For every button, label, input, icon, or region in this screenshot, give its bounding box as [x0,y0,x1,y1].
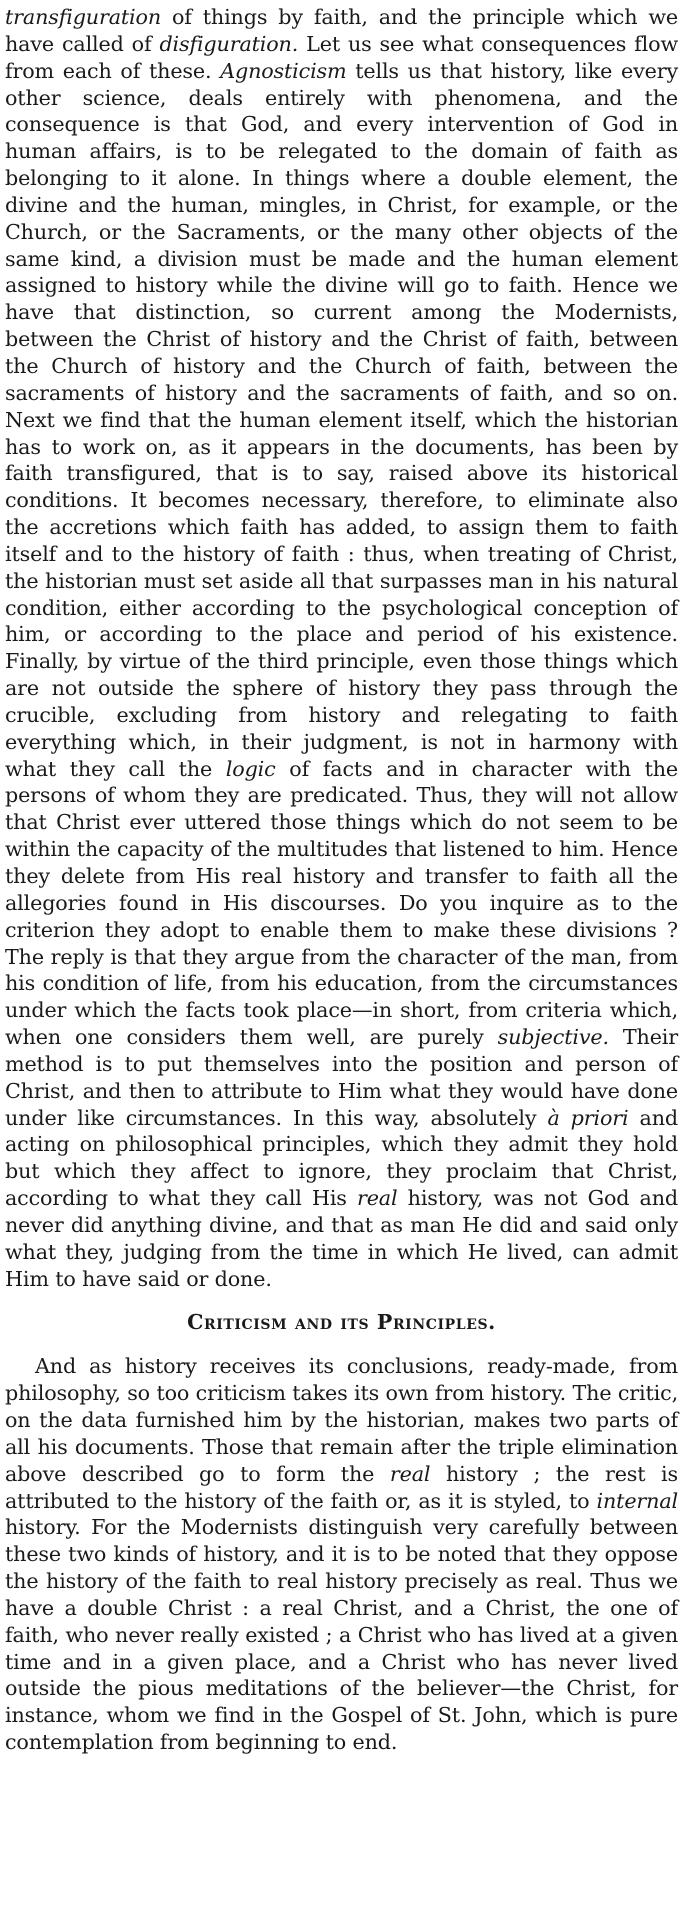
paragraph-text: history. For the Modernists distinguish very carefully between these two kinds of history, and it is to be noted that they oppose the history of the faith to real history precisely as real. Thus we have a double Christ : a real Christ, and a Christ, the one of faith, who never really existed ; a Christ who has lived at a given time and in a given place, and a Christ who has never lived outside the pious meditations of the believer—the Christ, for instance, whom we find in the Gospel of St. John, which is pure contemplation from beginning to end. [5,1515,678,1755]
italic-term: real [389,1461,431,1486]
italic-term: disfiguration. [159,31,299,56]
paragraph-text: of facts and in character with the persons of whom they are predicated. Thus, they will not allow that Christ ever uttered those things which do not seem to be within the capacity of the multitudes that listened to him. Hence they delete from His real history and transfer to faith all the allegories found in His discourses. Do you inquire as to the criterion they adopt to enable them to make these divisions ? The reply is that they argue from the character of the man, from his condition of life, from his education, from the circumstances under which the facts took place—in short, from criteria which, when one considers them well, are purely [5,756,678,1050]
paragraph-text: tells us that history, like every other science, deals entirely with phenomena, and the consequence is that God, and every intervention of God in human affairs, is to be relegated to the domain of faith as belonging to it alone. In things where a double element, the divine and the human, mingles, in Christ, for example, or the Church, or the Sacraments, or the many other objects of the same kind, a division must be made and the human element assigned to history while the divine will go to faith. Hence we have that distinction, so current among the Modernists, between the Christ of history and the Christ of faith, between the Church of history and the Church of faith, between the sacraments of history and the sacraments of faith, and so on. Next we find that the human element itself, which the historian has to work on, as it appears in the documents, has been by faith transfigured, that is to say, raised above its historical conditions. It becomes necessary, therefore, to eliminate also the accretions which faith has added, to assign them to faith itself and to the history of faith : thus, when treating of Christ, the historian must set aside all that surpasses man in his natural condition, either according to the psychological conception of him, or according to the place and period of his existence. Finally, by virtue of the third principle, even those things which are not outside the sphere of history they pass through the crucible, excluding from history and relegating to faith everything which, in their judgment, is not in harmony with what they call the [5,58,678,781]
italic-term: Agnosticism [220,58,347,83]
paragraph-text: And as history receives its conclusions, ready-made, from philosophy, so too criticism takes its own from history. The critic, on the data furnished him by the historian, makes two parts of all his documents. Those that remain after the triple elimination above described go to form the [5,1354,678,1486]
italic-term: logic [225,756,276,781]
paragraph-text: of things by faith, and the principle which we have called of [5,5,678,56]
body-paragraph-1 [5,4,678,1293]
italic-term: subjective. [497,1025,609,1050]
italic-term: real [356,1186,398,1211]
paragraph-text: Let us see what consequences flow from each of these. [5,31,678,83]
italic-term: internal [596,1488,678,1513]
italic-term: transfiguration [5,5,161,29]
italic-term: à priori [547,1105,629,1130]
paragraph-text: history, was not God and never did anything divine, and that as man He did and said only what they, judging from the time in which He lived, can admit Him to have said or done. [5,1186,679,1291]
body-paragraph-2 [5,1353,678,1756]
paragraph-text: and acting on philosophical principles, which they admit they hold but which they affect to ignore, they proclaim that Christ, according to what they call His [5,1105,678,1211]
paragraph-text: history ; the rest is attributed to the history of the faith or, as it is styled, to [5,1461,678,1513]
paragraph-text: Their method is to put themselves into the position and person of Christ, and then to attribute to Him what they would have done under like circumstances. In this way, absolutely [5,1025,678,1130]
section-heading: Criticism and its Principles. [187,1309,496,1334]
